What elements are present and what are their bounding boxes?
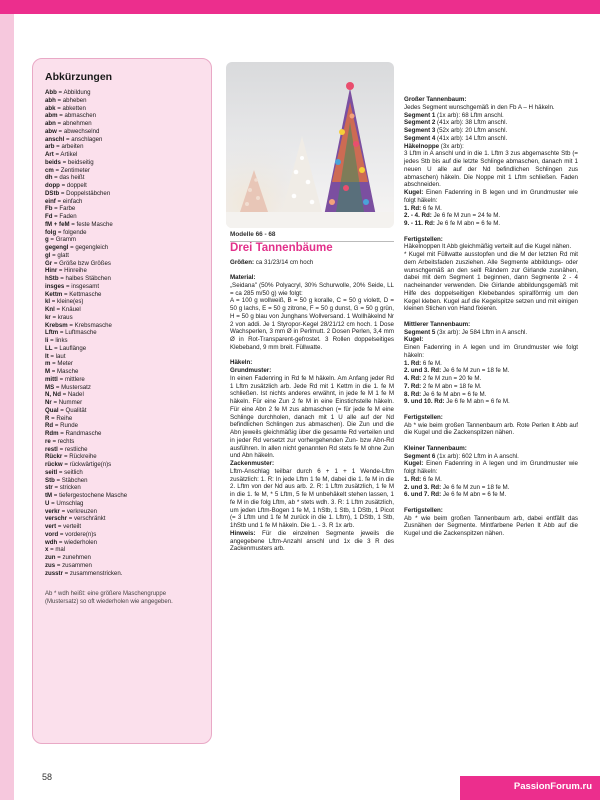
abbreviation-item: m = Meter (45, 360, 73, 368)
abbreviation-item: Art = Artikel (45, 151, 78, 158)
abbreviation-item: N, Nd = Nadel (45, 391, 84, 399)
haekeln-heading: Häkeln: (230, 359, 253, 367)
grundmuster-text: In einen Fadenring in Rd fe M häkeln. Am Anfang jeder Rd 1 Lftm zusätzlich arb. Jede Rd mit 1 Kettm in die 1. fe M schließen. Ist nichts anderes erwähnt, in jede fe M 1 fe M häkeln. Für eine Zun 2 fe M in eine Einstichstelle häkeln. Für eine Abn 2 fe M zus abmaschen (= für jede fe M eine Schlinge durchholen, danach mit 1 U alle auf der Nd befindlichen Schlingen zus abmaschen). Die Zun und die Abn jeweils gleichmäßig über die gesamte Rd verteilen und in jeder Rd versetzt zur vorhergehenden Zun- bzw Abn-Rd ausführen. In allen nicht genannten Rd stets fe M ohne Zun und Abn häkeln. (230, 374, 394, 460)
abbreviation-item: gegengl = gegengleich (45, 244, 109, 251)
abbreviations-title: Abkürzungen (45, 71, 113, 83)
mittel-segment: Segment 5 (3x arb): Je 584 Lftm in A anschl. (404, 328, 528, 336)
mittel-kugel-text: Einen Fadenring in A legen und im Grundmuster wie folgt häkeln: (404, 344, 578, 359)
abbreviation-item: zusstr = zusammenstricken. (45, 569, 123, 577)
abbreviation-item: folg = folgende (45, 228, 87, 236)
abbreviation-item: insges = insgesamt (45, 282, 100, 290)
abbreviation-item: Hinr = Hinreihe (45, 267, 87, 275)
abbreviation-item: Fb = Farbe (45, 205, 76, 213)
abbreviation-item: str = stricken (45, 484, 81, 492)
site-watermark[interactable]: PassionForum.ru (513, 781, 592, 792)
abbreviation-item: tM = tiefergestochene Masche (45, 492, 128, 499)
top-pink-bar (0, 0, 600, 14)
abbreviation-item: cm = Zentimeter (45, 166, 90, 174)
abbreviation-item: g = Gramm (45, 236, 76, 244)
sizes-line: Größen: ca 31/23/14 cm hoch (230, 258, 314, 266)
middle-column (230, 231, 394, 553)
abbreviation-item: Rückr = Rückreihe (45, 453, 97, 461)
mittel-heading: Mittlerer Tannenbaum: (404, 320, 471, 328)
abbreviation-item: wdh = wiederholen (45, 538, 98, 546)
klein-kugel-line: Kugel: Einen Fadenring in A legen und im Grundmuster wie folgt häkeln: (404, 460, 578, 475)
klein-fertig-text: Ab * wie beim großen Tannenbaum arb, dabei entfällt das Zusnähen der Segmente. Mintfarbene Perlen lt Abb auf die Kugel und die Zackenspitzen nähen. (404, 514, 578, 537)
abbreviations-box (32, 58, 212, 744)
instruction-row: 9. - 11. Rd: Je 6 fe M abn = 6 fe M. (404, 220, 501, 227)
zackenmuster-heading: Zackenmuster: (230, 460, 275, 467)
instruction-row: 2. und 3. Rd: Je 6 fe M zun = 18 fe M. (404, 367, 510, 375)
abbreviation-item: zun = zunehmen (45, 554, 91, 561)
abbreviation-item: x = mal (45, 546, 66, 554)
abbreviation-item: Abb = Abbildung (45, 89, 91, 96)
abbreviation-item: Knl = Knäuel (45, 306, 81, 313)
gross-segments (404, 112, 578, 143)
abbreviation-item: arb = arbeiten (45, 143, 84, 151)
grundmuster-heading: Grundmuster: (230, 367, 272, 374)
right-column (404, 96, 578, 538)
trees-illustration (226, 62, 394, 228)
noppe-line: Häkelnoppe (3x arb): (404, 142, 464, 150)
abbreviation-item: zus = zusammen (45, 561, 92, 569)
instruction-row: 1. Rd: 6 fe M. (404, 204, 442, 212)
gross-heading: Großer Tannenbaum: (404, 96, 467, 103)
abbreviation-item: einf = einfach (45, 197, 83, 205)
instruction-row: Segment 3 (52x arb): 20 Lftm anschl. (404, 127, 508, 134)
abbreviation-item: kl = kleine(es) (45, 298, 84, 306)
abbreviation-item: vord = vordere(n)s (45, 530, 97, 538)
material-text-1: „Seidana" (50% Polyacryl, 30% Schurwolle, 20% Seide, LL = ca 285 m/50 g) wie folgt: (230, 281, 394, 297)
noppe-text: 3 Lftm in A anschl und in die 1. Lftm 3 zus abgemaschte Stb (= jedes Stb bis auf die letzte Schlinge abmaschen, danach mit 1 neuen U alle auf der Nd befindlichen Schlingen zus abmaschen) häkeln. Die Noppe mit 1 Lftm schließen. Faden abschneiden. (404, 150, 578, 189)
abbreviation-item: dopp = doppelt (45, 182, 87, 189)
abbreviation-item: re = rechts (45, 437, 75, 445)
abbreviation-item: anschl = anschlagen (45, 135, 103, 143)
abbreviation-item: abm = abmaschen (45, 112, 96, 120)
abbreviation-item: M = Masche (45, 368, 79, 375)
mittel-fertig-heading: Fertigstellen: (404, 413, 443, 421)
gross-intro: Jedes Segment wunschgemäß in den Fb A – H häkeln. (404, 103, 555, 111)
abbreviation-item: abn = abnehmen (45, 120, 92, 127)
kugel-rows (404, 205, 578, 228)
material-text-2: A = 100 g wollweiß, B = 50 g koralle, C = 50 g violett, D = 50 g lachs, E = 50 g zitrone, F = 50 g dunst, G = 50 g grün, H = 50 g blau von Junghans Wollversand. 1 Wollhäkelnd Nr 2 von addi. Je 1 Styropor-Kegel 28/21/12 cm hoch. 1 Dose Wachsperlen, 3 mm Ø in Perlmutt. 2 Dosen Perlen, 3,4 mm Ø in Rot-Transparent-gefrostet. 3 Rollen doppelseitiges Klebeband, 9 mm breit. Füllwatte. (230, 297, 394, 351)
pattern-title: Drei Tannenbäume (230, 241, 333, 254)
abbreviation-item: DStb = Doppelstäbchen (45, 189, 111, 197)
abbreviations-note: Ab * wdh heißt: eine größere Maschengruppe (Mustersatz) so oft wiederholen wie angegeben. (45, 591, 173, 605)
abbreviation-item: R = Reihe (45, 414, 73, 422)
abbreviation-item: Rdm = Randmasche (45, 430, 102, 437)
abbreviation-item: MS = Mustersatz (45, 383, 91, 391)
instruction-row: 1. Rd: 6 fe M. (404, 475, 442, 483)
abbreviation-item: Qual = Qualität (45, 406, 87, 414)
abbreviation-item: Krebsm = Krebsmasche (45, 321, 112, 329)
mittel-rows (404, 360, 578, 407)
abbreviation-item: Lftm = Luftmasche (45, 329, 97, 337)
abbreviation-item: LL = Lauflänge (45, 344, 87, 352)
klein-rows (404, 476, 578, 499)
abbreviation-item: abw = abwechselnd (45, 127, 100, 135)
abbreviation-item: lt = laut (45, 352, 66, 360)
left-pink-strip (0, 14, 14, 800)
instruction-row: Segment 4 (41x arb): 14 Lftm anschl. (404, 134, 508, 142)
material-heading: Material: (230, 274, 256, 281)
hinweis-line: Hinweis: Für die einzelnen Segmente jeweils die angegebene Lftm-Anzahl anschl und 1x die 3 R des Zackenmusters arb. (230, 529, 394, 553)
abbreviation-item: Nr = Nummer (45, 399, 83, 406)
instruction-row: 1. Rd: 6 fe M. (404, 359, 442, 367)
trees-photo (226, 62, 394, 228)
abbreviation-item: abh = abheben (45, 96, 87, 104)
abbreviation-item: gl = glatt (45, 251, 69, 259)
abbreviation-item: Stb = Stäbchen (45, 476, 88, 484)
abbreviation-item: dh = das heißt (45, 174, 85, 182)
instruction-row: 2. - 4. Rd: Je 6 fe M zun = 24 fe M. (404, 212, 501, 220)
abbreviation-item: abk = abketten (45, 104, 86, 112)
instruction-row: Segment 2 (41x arb): 38 Lftm anschl. (404, 119, 508, 127)
instruction-row: 9. und 10. Rd: Je 6 fe M abn = 6 fe M. (404, 398, 510, 406)
zackenmuster-text: Lftm-Anschlag teilbar durch 6 + 1 + 1 Wende-Lftm zusätzlich: 1. R: In jede Lftm 1 fe M, dabei die 1. fe M in die 2. Lftm von der Nd aus arb. 2. R: 1 Lftm zusätzlich, 1 fe M in die 1. fe M, * 5 Lftm, 5 fe M unbehäkelt stehen lassen, 1 fe M in die folg Lftm, ab * stets wdh. 3. R: 1 Lftm zusätzlich, um jeden Lftm-Bogen 1 fe M, 1 hStb, 1 Stb, 1 DStb, 1 Picot (= 3 Lftm und 1 fe M zurück in die 1. Lftm), 1 DStb, 1 Stb, 1hStb und 1 fe M häkeln. Die 1. - 3. R 1x arb. (230, 467, 394, 529)
abbreviation-item: verschr = verschränkt (45, 515, 106, 523)
abbreviation-item: seitl = seitlich (45, 468, 83, 476)
abbreviation-item: restl = restliche (45, 445, 88, 453)
abbreviation-item: U = Umschlag (45, 499, 84, 507)
abbreviation-item: Kettm = Kettmasche (45, 290, 102, 298)
instruction-row: 6. und 7. Rd: Je 6 fe M abn = 6 fe M. (404, 491, 507, 499)
instruction-row: 2. und 3. Rd: Je 6 fe M zun = 18 fe M. (404, 483, 510, 491)
abbreviation-item: vert = verteilt (45, 523, 82, 530)
klein-fertig-heading: Fertigstellen: (404, 506, 443, 514)
mittel-fertig-text: Ab * wie beim großen Tannenbaum arb. Rote Perlen lt Abb auf die Kugel und die Zackenspitzen nähen. (404, 421, 578, 437)
abbreviation-item: li = links (45, 337, 68, 344)
abbreviation-item: fM + feM = feste Masche (45, 220, 113, 228)
model-caption: Modelle 66 - 68 (230, 231, 276, 238)
klein-heading: Kleiner Tannenbaum: (404, 444, 467, 452)
abbreviation-item: verkr = verkreuzen (45, 507, 98, 515)
instruction-row: 7. Rd: 2 fe M abn = 18 fe M. (404, 382, 482, 390)
abbreviation-item: hStb = halbes Stäbchen (45, 275, 111, 282)
abbreviation-item: mittl = mittlere (45, 375, 85, 383)
fertig-heading: Fertigstellen: (404, 235, 443, 243)
kugel-line: Kugel: Einen Fadenring in B legen und im Grundmuster wie folgt häkeln: (404, 189, 578, 204)
page-number: 58 (42, 772, 53, 782)
mittel-kugel-heading: Kugel: (404, 336, 424, 344)
abbreviation-item: Rd = Runde (45, 422, 79, 430)
instruction-row: Segment 1 (1x arb): 68 Lftm anschl. (404, 111, 504, 119)
instruction-row: 8. Rd: Je 6 fe M abn = 6 fe M. (404, 390, 487, 398)
abbreviation-item: Gr = Größe bzw Größes (45, 259, 111, 267)
abbreviation-item: beids = beidseitig (45, 158, 94, 166)
abbreviation-item: kr = kraus (45, 313, 73, 321)
abbreviations-list (45, 89, 201, 577)
fertig-text: Häkelnoppen lt Abb gleichmäßig verteilt auf die Kugel nähen. * Kugel mit Füllwatte ausstopfen und die M der letzten Rd mit dem Arbeitsfaden zusziehen. Alle Segmente abbildungs- oder wunschgemäß an den seitl Rändern zur Girlande zusnähen, dabei mit dem Segment 1 beginnen, dann Segmente 2 - 4 nacheinander verwenden. Die Girlande abbildungsgemäß mit Hilfe des doppelseitigen Klebebandes spiralförmig um den Kegel kleben. Kugel auf die Kegelspitze setzen und mit einigen kleinen Stichen von Hand fixieren. (404, 243, 578, 313)
abbreviation-item: Fd = Faden (45, 213, 77, 220)
instruction-row: 4. Rd: 2 fe M zun = 20 fe M. (404, 375, 482, 382)
klein-segment: Segment 6 (1x arb): 602 Lftm in A anschl. (404, 452, 519, 460)
abbreviation-item: rückw = rückwärtige(n)s (45, 461, 112, 468)
